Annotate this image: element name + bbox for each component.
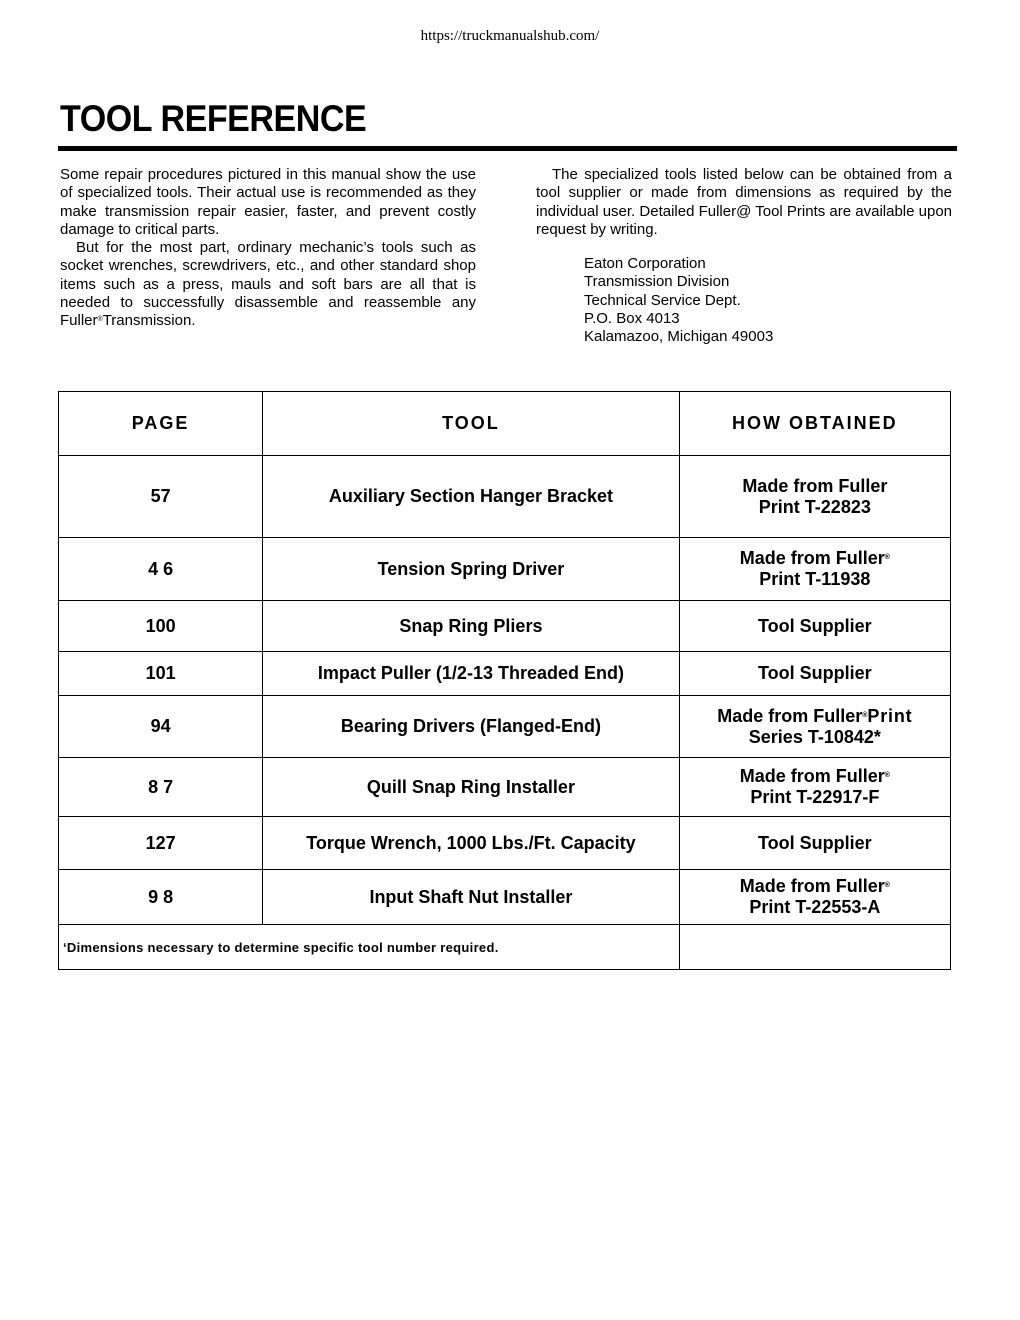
cell-tool: Quill Snap Ring Installer xyxy=(263,758,679,817)
table-row xyxy=(59,652,951,696)
cell-tool: Snap Ring Pliers xyxy=(263,601,679,652)
cell-tool: Input Shaft Nut Installer xyxy=(263,870,679,925)
registered-mark: ® xyxy=(884,554,890,561)
cell-page: 101 xyxy=(59,652,263,696)
header-page: PAGE xyxy=(59,392,263,456)
cell-page: 57 xyxy=(59,456,263,538)
address-line: Eaton Corporation xyxy=(584,255,706,272)
how-line-1: Made from Fuller xyxy=(742,475,888,496)
address-line: P.O. Box 4013 xyxy=(584,309,680,327)
table-footnote: ‘Dimensions necessary to determine specific tool number required. xyxy=(59,925,680,970)
cell-how-obtained xyxy=(679,696,950,758)
registered-mark: ® xyxy=(97,316,103,324)
cell-tool: Bearing Drivers (Flanged-End) xyxy=(263,696,679,758)
how-line-2: Print T-11938 xyxy=(759,569,871,589)
address-line: Kalamazoo, Michigan 49003 xyxy=(584,328,774,346)
page-title: TOOL REFERENCE xyxy=(60,98,367,139)
cell-page: 9 8 xyxy=(59,870,263,925)
cell-how-obtained: Tool Supplier xyxy=(679,817,950,870)
tool-reference-table xyxy=(58,391,951,970)
table-row xyxy=(59,696,951,758)
cell-how-obtained: Tool Supplier xyxy=(679,652,950,696)
table-row xyxy=(59,758,951,817)
table-row xyxy=(59,817,951,870)
table-row xyxy=(59,601,951,652)
cell-tool: Tension Spring Driver xyxy=(263,538,679,601)
table-footnote-row xyxy=(59,925,951,970)
table-header-row xyxy=(59,392,951,456)
address-line: Transmission Division xyxy=(584,273,730,291)
empty-cell xyxy=(679,925,950,970)
title-rule xyxy=(58,146,957,151)
cell-how-obtained xyxy=(679,758,950,817)
header-tool: TOOL xyxy=(263,392,679,456)
cell-how-obtained: Tool Supplier xyxy=(679,601,950,652)
cell-page: 8 7 xyxy=(59,758,263,817)
how-line-2: Print T-22917-F xyxy=(750,787,880,807)
cell-how-obtained xyxy=(679,456,950,538)
header-how-obtained: HOW OBTAINED xyxy=(679,392,950,456)
address-line: Technical Service Dept. xyxy=(584,291,741,309)
mailing-address xyxy=(584,255,773,346)
cell-page: 100 xyxy=(59,601,263,652)
how-line-1: Made from Fuller® xyxy=(739,548,890,568)
how-line-2: Print T-22553-A xyxy=(749,897,881,917)
how-line-1: Made from Fuller®Print xyxy=(717,705,913,726)
cell-tool: Torque Wrench, 1000 Lbs./Ft. Capacity xyxy=(263,817,679,870)
intro-left-column xyxy=(60,166,476,331)
registered-mark: ® xyxy=(862,711,868,719)
cell-tool: Impact Puller (1/2-13 Threaded End) xyxy=(263,652,679,696)
registered-mark: ® xyxy=(884,882,890,889)
intro-paragraph-3: The specialized tools listed below can be obtained from a tool supplier or made from dimensions as required by the individual user. Detailed Fuller@ Tool Prints are available upon request by writing. xyxy=(536,166,953,238)
how-line-2: Series T-10842* xyxy=(748,726,881,747)
table-row xyxy=(59,456,951,538)
cell-how-obtained xyxy=(679,538,950,601)
cell-page: 4 6 xyxy=(59,538,263,601)
how-line-1: Made from Fuller® xyxy=(739,766,890,786)
cell-tool: Auxiliary Section Hanger Bracket xyxy=(263,456,679,538)
registered-mark: ® xyxy=(884,772,890,779)
how-line-2: Print T-22823 xyxy=(758,496,871,517)
cell-how-obtained xyxy=(679,870,950,925)
source-url[interactable]: https://truckmanualshub.com/ xyxy=(420,28,600,44)
intro-paragraph-2 xyxy=(60,239,476,330)
cell-page: 94 xyxy=(59,696,263,758)
how-line-1: Made from Fuller® xyxy=(739,876,890,896)
table-row xyxy=(59,538,951,601)
intro-paragraph-2-end: Transmission. xyxy=(102,312,196,330)
intro-paragraph-1: Some repair procedures pictured in this manual show the use of specialized tools. Their actual use is recommended as they make transmission repair easier, faster, and prevent costly damage to critical parts. xyxy=(60,166,476,238)
cell-page: 127 xyxy=(59,817,263,870)
intro-right-column xyxy=(536,166,952,239)
intro-paragraph-2-text: But for the most part, ordinary mechanic’s tools such as socket wrenches, screwdrivers, etc., and other standard shop items such as a press, mauls and soft bars are all that is needed to successfully disassemble and reassemble any Fuller xyxy=(60,239,476,330)
table-row xyxy=(59,870,951,925)
